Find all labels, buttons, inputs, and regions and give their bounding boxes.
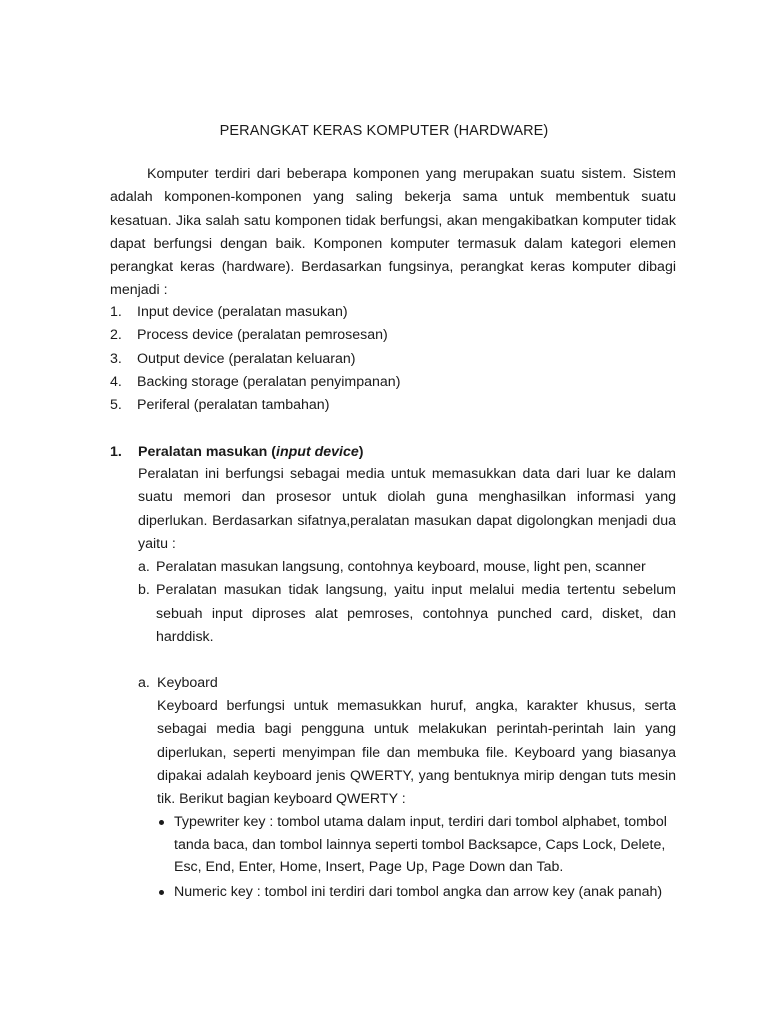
list-number: 4.	[110, 373, 122, 390]
list-text: Output device (peralatan keluaran)	[137, 350, 356, 367]
list-item	[110, 371, 400, 394]
list-text: Periferal (peralatan tambahan)	[137, 397, 330, 414]
intro-paragraph	[110, 163, 676, 303]
list-item	[110, 348, 400, 371]
list-text: Backing storage (peralatan penyimpanan)	[137, 373, 401, 390]
list-text: Peralatan masukan tidak langsung, yaitu input melalui media tertentu sebelum sebuah input diproses alat pemroses, contohnya punched card, disket, dan harddisk.	[156, 582, 676, 645]
list-item	[138, 556, 676, 579]
section-heading	[110, 441, 364, 464]
bullet-text: Typewriter key : tombol utama dalam input, terdiri dari tombol alphabet, tombol tanda baca, dan tombol lainnya seperti tombol Backsapce, Caps Lock, Delete, Esc, End, Enter, Home, Insert, Page Up, Page Down dan Tab.	[174, 814, 667, 875]
intro-text: Komputer terdiri dari beberapa komponen yang merupakan suatu sistem. Sistem adalah komponen-komponen yang saling bekerja sama untuk membentuk suatu kesatuan. Jika salah satu komponen tidak berfungsi, akan mengakibatkan komputer tidak dapat berfungsi dengan baik. Komponen komputer termasuk dalam kategori elemen perangkat keras (hardware). Berdasarkan fungsinya, perangkat keras komputer dibagi menjadi :	[110, 166, 676, 299]
list-item	[138, 579, 676, 649]
list-number: 1.	[110, 304, 122, 320]
subsection-label: a.	[138, 675, 150, 691]
keyboard-parts-list	[157, 811, 676, 905]
bullet-text: Numeric key : tombol ini terdiri dari tombol angka dan arrow key (anak panah)	[174, 883, 663, 900]
list-text: Peralatan masukan langsung, contohnya keyboard, mouse, light pen, scanner	[156, 559, 646, 575]
list-number: 2.	[110, 327, 122, 344]
list-item	[110, 301, 400, 324]
section-paragraph: Peralatan ini berfungsi sebagai media untuk memasukkan data dari luar ke dalam suatu memori dan prosesor untuk diolah guna menghasilkan informasi yang diperlukan. Berdasarkan sifatnya,peralatan masukan dapat digolongkan menjadi dua yaitu :	[138, 466, 676, 552]
page-title: PERANGKAT KERAS KOMPUTER (HARDWARE)	[219, 123, 549, 139]
list-label: a.	[138, 559, 150, 575]
list-number: 3.	[110, 350, 122, 367]
heading-prefix: Peralatan masukan (	[138, 444, 276, 460]
subsection-title: Keyboard	[157, 675, 218, 691]
bullet-item	[157, 811, 676, 879]
heading-italic: input device	[276, 444, 359, 460]
list-text: Process device (peralatan pemrosesan)	[137, 327, 388, 344]
list-text: Input device (peralatan masukan)	[137, 304, 348, 320]
bullet-icon	[159, 820, 164, 825]
subsection-heading	[138, 672, 218, 695]
list-label: b.	[138, 582, 150, 599]
list-item	[110, 324, 400, 347]
section-number: 1.	[110, 444, 122, 460]
heading-suffix: )	[358, 444, 364, 460]
hardware-category-list	[110, 301, 400, 417]
keyboard-paragraph: Keyboard berfungsi untuk memasukkan huruf, angka, karakter khusus, serta sebagai media bagi pengguna untuk melakukan perintah-perintah lain yang diperlukan, seperti menyimpan file dan membuka file. Keyboard yang biasanya dipakai adalah keyboard jenis QWERTY, yang bentuknya mirip dengan tuts mesin tik. Berikut bagian keyboard QWERTY :	[157, 698, 676, 808]
bullet-item	[157, 881, 676, 904]
list-number: 5.	[110, 397, 122, 414]
input-type-list	[138, 556, 676, 649]
bullet-icon	[159, 890, 164, 895]
list-item	[110, 394, 400, 417]
